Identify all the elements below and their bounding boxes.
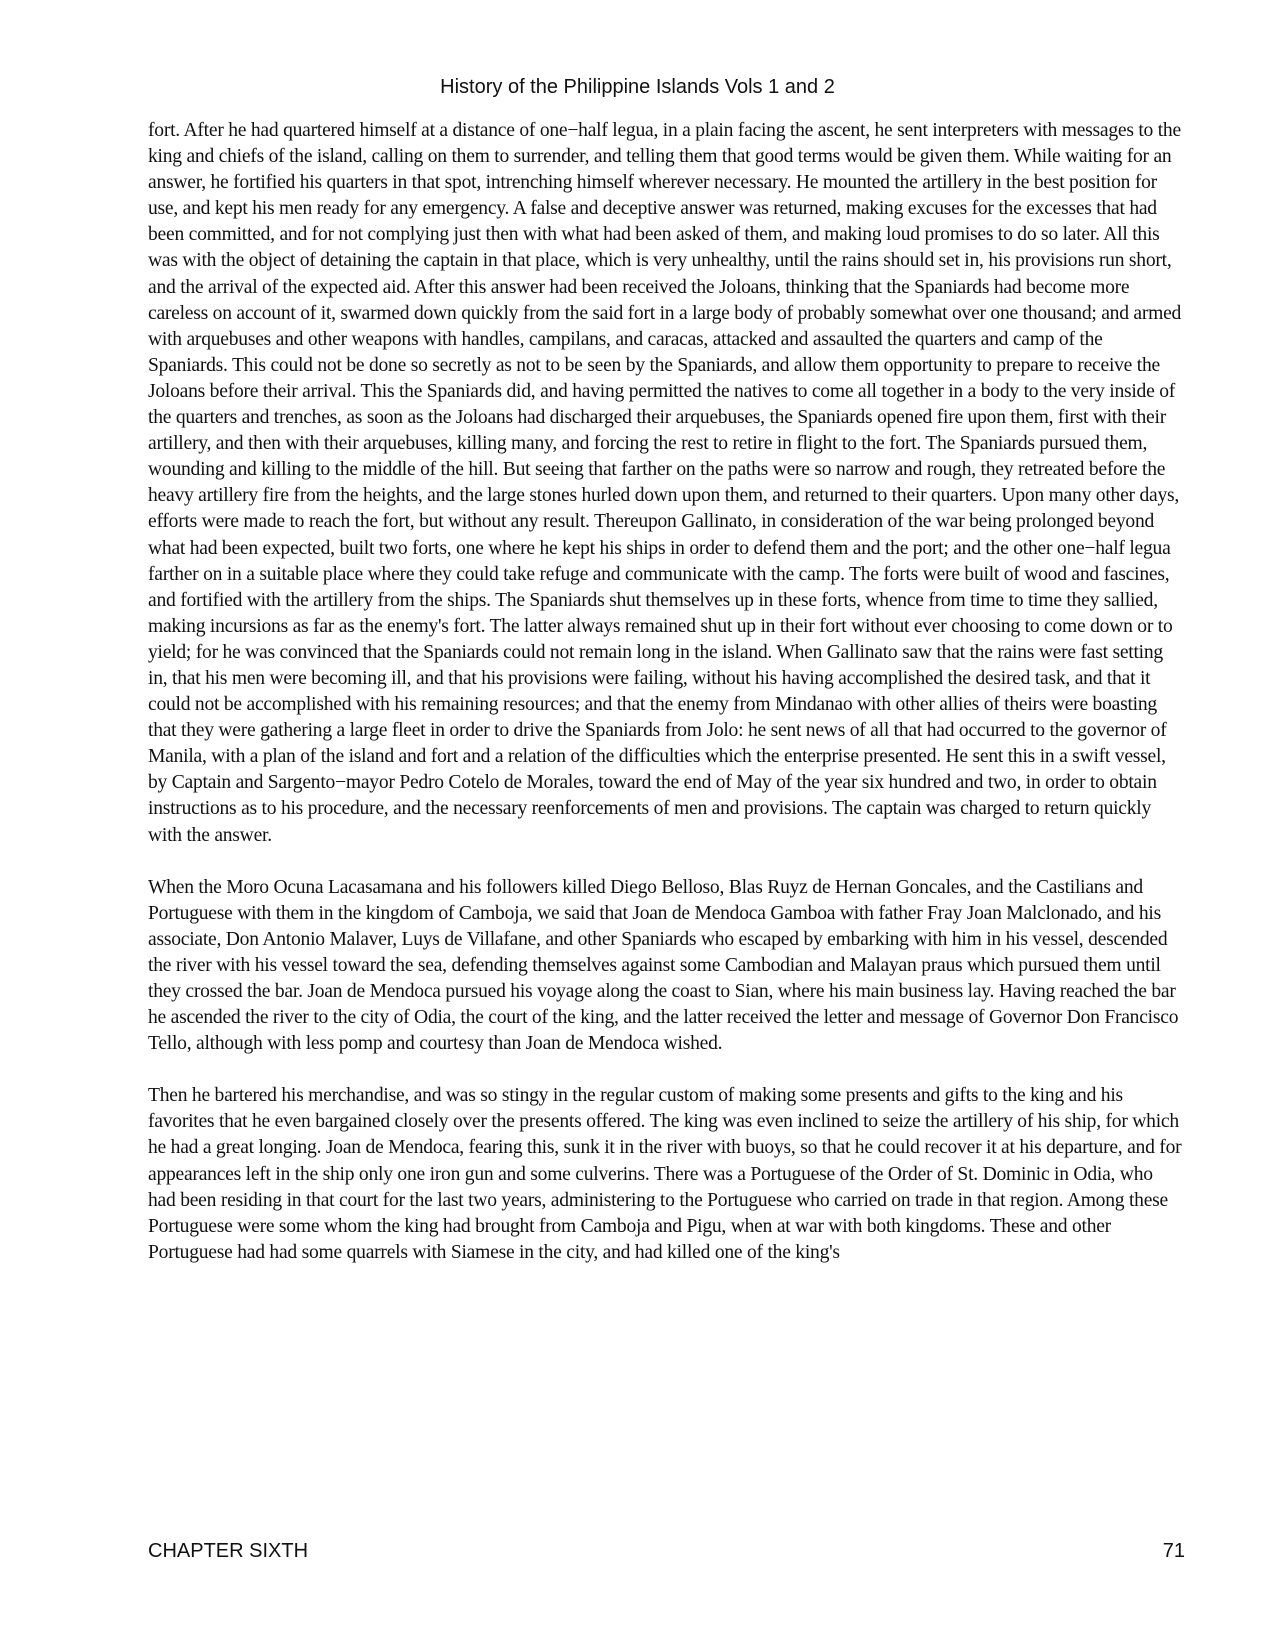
- body-paragraph-3: Then he bartered his merchandise, and was so stingy in the regular custom of making some presents and gifts to the king and his favorites that he even bargained closely over the presents offered. The king was even inclined to seize the artillery of his ship, for which he had a great longing. Joan de Mendoca, fearing this, sunk it in the river with buoys, so that he could recover it at his departure, and for appearances left in the ship only one iron gun and some culverins. There was a Portuguese of the Order of St. Dominic in Odia, who had been residing in that court for the last two years, administering to the Portuguese who carried on trade in that region. Among these Portuguese were some whom the king had brought from Camboja and Pigu, when at war with both kingdoms. These and other Portuguese had had some quarrels with Siamese in the city, and had killed one of the king's: [148, 1085, 1182, 1263]
- page-number: 71: [1162, 1540, 1185, 1562]
- body-paragraph-1: fort. After he had quartered himself at a distance of one−half legua, in a plain facing the ascent, he sent interpreters with messages to the king and chiefs of the island, calling on them to surrender, and telling them that good terms would be given them. While waiting for an answer, he fortified his quarters in that spot, intrenching himself wherever necessary. He mounted the artillery in the best position for use, and kept his men ready for any emergency. A false and deceptive answer was returned, making excuses for the excesses that had been committed, and for not complying just then with what had been asked of them, and making loud promises to do so later. All this was with the object of detaining the captain in that place, which is very unhealthy, until the rains should set in, his provisions run short, and the arrival of the expected aid. After this answer had been received the Joloans, thinking that the Spaniards had become more careless on account of it, swarmed down quickly from the said fort in a large body of probably somewhat over one thousand; and armed with arquebuses and other weapons with handles, campilans, and caracas, attacked and assaulted the quarters and camp of the Spaniards. This could not be done so secretly as not to be seen by the Spaniards, and allow them opportunity to prepare to receive the Joloans before their arrival. This the Spaniards did, and having permitted the natives to come all together in a body to the very inside of the quarters and trenches, as soon as the Joloans had discharged their arquebuses, the Spaniards opened fire upon them, first with their artillery, and then with their arquebuses, killing many, and forcing the rest to retire in flight to the fort. The Spaniards pursued them, wounding and killing to the middle of the hill. But seeing that farther on the paths were so narrow and rough, they retreated before the heavy artillery fire from the heights, and the large stones hurled down upon them, and returned to their quarters. Upon many other days, efforts were made to reach the fort, but without any result. Thereupon Gallinato, in consideration of the war being prolonged beyond what had been expected, built two forts, one where he kept his ships in order to defend them and the port; and the other one−half legua farther on in a suitable place where they could take refuge and communicate with the camp. The forts were built of wood and fascines, and fortified with the artillery from the ships. The Spaniards shut themselves up in these forts, whence from time to time they sallied, making incursions as far as the enemy's fort. The latter always remained shut up in their fort without ever choosing to come down or to yield; for he was convinced that the Spaniards could not remain long in the island. When Gallinato saw that the rains were fast setting in, that his men were becoming ill, and that his provisions were failing, without his having accomplished the desired task, and that it could not be accomplished with his remaining resources; and that the enemy from Mindanao with other allies of theirs were boasting that they were gathering a large fleet in order to drive the Spaniards from Jolo: he sent news of all that had occurred to the governor of Manila, with a plan of the island and fort and a relation of the difficulties which the enterprise presented. He sent this in a swift vessel, by Captain and Sargento−mayor Pedro Cotelo de Morales, toward the end of May of the year six hundred and two, in order to obtain instructions as to his procedure, and the necessary reenforcements of men and provisions. The captain was charged to return quickly with the answer.: [148, 120, 1182, 846]
- page-body: [148, 118, 1184, 1292]
- body-paragraph-2: When the Moro Ocuna Lacasamana and his followers killed Diego Belloso, Blas Ruyz de Hernan Goncales, and the Castilians and Portuguese with them in the kingdom of Camboja, we said that Joan de Mendoca Gamboa with father Fray Joan Malclonado, and his associate, Don Antonio Malaver, Luys de Villafane, and other Spaniards who escaped by embarking with him in his vessel, descended the river with his vessel toward the sea, defending themselves against some Cambodian and Malayan praus which pursued them until they crossed the bar. Joan de Mendoca pursued his voyage along the coast to Sian, where his main business lay. Having reached the bar he ascended the river to the city of Odia, the court of the king, and the latter received the letter and message of Governor Don Francisco Tello, although with less pomp and courtesy than Joan de Mendoca wished.: [148, 876, 1179, 1055]
- running-header: History of the Philippine Islands Vols 1 and 2: [440, 76, 835, 98]
- chapter-label: CHAPTER SIXTH: [148, 1540, 309, 1562]
